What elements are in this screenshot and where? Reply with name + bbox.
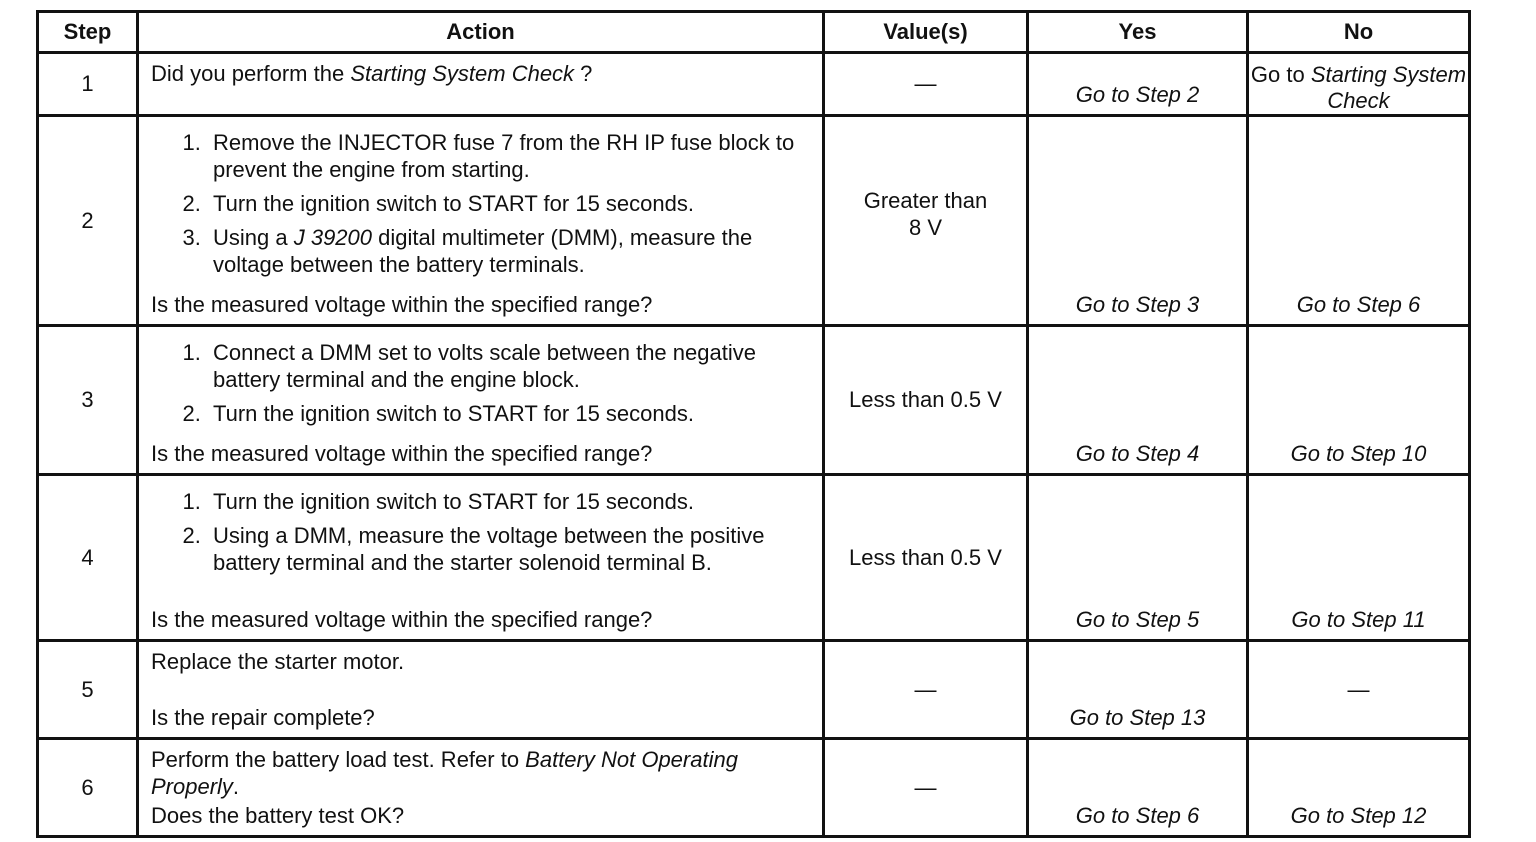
action-question: Is the measured voltage within the specified range? (151, 441, 653, 466)
step-number: 6 (38, 739, 138, 837)
step-number: 5 (38, 641, 138, 739)
yes-cell: Go to Step 5 (1028, 475, 1248, 641)
table-row (38, 739, 1470, 837)
value-cell: Less than 0.5 V (824, 475, 1028, 641)
value-cell: — (824, 739, 1028, 837)
yes-cell: Go to Step 13 (1028, 641, 1248, 739)
no-cell: Go to Step 6 (1248, 116, 1470, 326)
header-row (38, 12, 1470, 53)
action-text: Replace the starter motor. (151, 649, 405, 674)
header-action: Action (138, 12, 824, 53)
action-steps (151, 129, 812, 285)
value-cell: — (824, 641, 1028, 739)
yes-cell: Go to Step 3 (1028, 116, 1248, 326)
action-step: 1. Connect a DMM set to volts scale between the negative battery terminal and the engine block. (207, 339, 812, 393)
header-step: Step (38, 12, 138, 53)
action-cell (138, 116, 824, 326)
step-number: 3 (38, 326, 138, 475)
diagnostic-table (36, 10, 1471, 838)
action-steps (151, 488, 812, 583)
table-row (38, 475, 1470, 641)
action-step: 2. Turn the ignition switch to START for 15 seconds. (207, 400, 812, 427)
action-question: Is the repair complete? (151, 705, 375, 730)
yes-cell: Go to Step 4 (1028, 326, 1248, 475)
action-text: Perform the battery load test. Refer to Battery Not Operating Properly. (151, 747, 738, 799)
action-cell (138, 739, 824, 837)
action-cell (138, 53, 824, 116)
action-cell (138, 641, 824, 739)
action-step: 1. Remove the INJECTOR fuse 7 from the RH IP fuse block to prevent the engine from starting. (207, 129, 812, 183)
no-cell: Go to Step 12 (1248, 739, 1470, 837)
action-step: 3. Using a J 39200 digital multimeter (DMM), measure the voltage between the battery terminals. (207, 224, 812, 278)
step-number: 1 (38, 53, 138, 116)
no-cell: Go to Step 11 (1248, 475, 1470, 641)
value-cell: — (824, 53, 1028, 116)
no-cell: Go to Step 10 (1248, 326, 1470, 475)
no-cell: Go to Starting System Check (1248, 53, 1470, 116)
action-question: Is the measured voltage within the specified range? (151, 607, 653, 632)
action-step: 1. Turn the ignition switch to START for 15 seconds. (207, 488, 812, 515)
step-number: 2 (38, 116, 138, 326)
action-question: Does the battery test OK? (151, 803, 405, 828)
header-yes: Yes (1028, 12, 1248, 53)
value-cell: Less than 0.5 V (824, 326, 1028, 475)
table-row (38, 641, 1470, 739)
step-number: 4 (38, 475, 138, 641)
yes-cell: Go to Step 2 (1028, 53, 1248, 116)
yes-cell: Go to Step 6 (1028, 739, 1248, 837)
table-row (38, 326, 1470, 475)
value-cell: Greater than 8 V (824, 116, 1028, 326)
action-step: 2. Turn the ignition switch to START for 15 seconds. (207, 190, 812, 217)
action-steps (151, 339, 812, 434)
no-cell: — (1248, 641, 1470, 739)
action-cell (138, 475, 824, 641)
header-no: No (1248, 12, 1470, 53)
table-row (38, 116, 1470, 326)
action-cell (138, 326, 824, 475)
action-step: 2. Using a DMM, measure the voltage between the positive battery terminal and the starter solenoid terminal B. (207, 522, 812, 576)
action-question: Is the measured voltage within the specified range? (151, 292, 653, 317)
header-values: Value(s) (824, 12, 1028, 53)
table-row (38, 53, 1470, 116)
action-text: Did you perform the Starting System Check ? (151, 61, 593, 86)
